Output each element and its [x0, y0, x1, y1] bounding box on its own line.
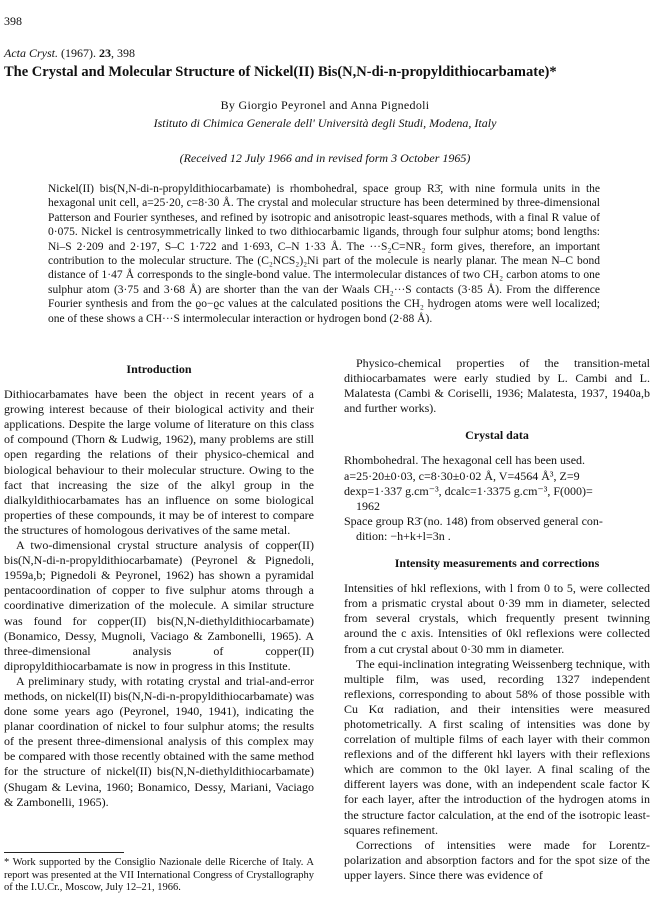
intro-paragraph-2: A two-dimensional crystal structure analysis of copper(II) bis(N,N-di-n-propyldithiocarbamate) (Peyronel & Pignedoli, 1959a,b; Pignedoli & Peyronel, 1962) has shown a pyramidal pentacoordination of copper to five sulphur atoms through a coordinative dimerization of the molecule. A similar structure was found for copper(II) bis(N,N-diethyldithiocarbamate) (Bonamico, Dessy, Mugnoli, Vaciago & Zambonelli, 1965). A three-dimensional analysis of copper(II) dipropyldithiocarbamate is now in progress in this Institute.	[4, 538, 314, 673]
crystal-data-line: Rhombohedral. The hexagonal cell has been used.	[344, 453, 586, 468]
journal-volume: 23	[99, 46, 111, 60]
abstract: Nickel(II) bis(N,N-di-n-propyldithiocarbamate) is rhombohedral, space group R3̄, with nine formula units in the hexagonal unit cell, a=25·20, c=8·30 Å. The crystal and molecular structure has been determined by three-dimensional Patterson and Fourier syntheses, and refined by isotropic and anisotropic least-squares methods, with a final R value of 0·075. Nickel is centrosymmetrically linked to two dithiocarbamic ligands, through four sulphur atoms; bond lengths: Ni–S 2·209 and 2·197, S–C 1·722 and 1·693, C–N 1·33 Å. The ···S₂C=NR₂ form gives, therefore, an important contribution to the molecular structure. The (C₂NCS₂)₂Ni part of the molecule is nearly planar. The mean N–C bond distance of 1·47 Å corresponds to the single-bond value. The intermolecular distances of two CH₂ carbon atoms to one sulphur atom (3·75 and 3·68 Å) are shorter than the van der Waals CH₂···S contacts (3·85 Å). From the difference Fourier synthesis and from the ϱo−ϱc values at the calculated positions the CH₂ hydrogen atoms were well localized; one of these shows a CH···S intermolecular interaction or hydrogen bond (2·88 Å).	[48, 183, 600, 325]
article-title: The Crystal and Molecular Structure of Nickel(II) Bis(N,N-di-n-propyldithiocarbamate)*	[4, 64, 557, 80]
footnote: * Work supported by the Consiglio Nazionale delle Ricerche of Italy. A report was presented at the VII International Congress of Crystallography of the I.U.Cr., Moscow, July 12–21, 1966.	[4, 857, 314, 893]
section-heading-introduction: Introduction	[126, 362, 192, 376]
crystal-data-line: dition: −h+k+l=3n .	[356, 528, 451, 543]
crystal-data-block	[344, 453, 650, 544]
intro-paragraph-1: Dithiocarbamates have been the object in recent years of a growing interest because of their biological activity and their applications. Despite the large volume of literature on this class of compound (Thorn & Ludwig, 1962), many problems are still open regarding the relations of their physico-chemical and biological behaviour to their molecular structure. Owing to the fact that increasing the size of the alkyl group in the dialkyldithiocarbamates has an influence on some biological properties of these compounds, it may be of interest to compare the structures of homologous derivatives of the same metal.	[4, 387, 314, 537]
intensity-paragraph-2: The equi-inclination integrating Weissenberg technique, with multiple film, was used, recording 1327 independent reflexions, corresponding to about 58% of those possible with Cu Kα radiation, and their intensities were measured photometrically. A first scaling of intensities was done by correlation of multiple films of each layer with their common reflexions and of the different hkl layers with their reflexions which are common to the 0kl layer. A final scaling of the different layers was done, with an independent scale factor K for each layer, after the introduction of the hydrogen atoms in the structure factor calculation, at the end of the isotropic least-squares refinement.	[344, 656, 650, 837]
crystal-data-line: a=25·20±0·03, c=8·30±0·02 Å, V=4564 Å³, Z=9	[344, 468, 580, 483]
section-heading-crystal-data: Crystal data	[465, 428, 529, 443]
received-date: (Received 12 July 1966 and in revised form 3 October 1965)	[179, 151, 471, 165]
author-institution: Istituto di Chimica Generale dell' Università degli Studi, Modena, Italy	[153, 116, 497, 130]
footnote-divider	[4, 852, 124, 853]
section-heading-intensity: Intensity measurements and corrections	[394, 556, 600, 571]
journal-citation	[4, 46, 135, 61]
crystal-data-line: Space group R3̄ (no. 148) from observed general con-	[344, 513, 603, 528]
physico-chemical-paragraph: Physico-chemical properties of the transition-metal dithiocarbamates were early studied by L. Cambi and L. Malatesta (Cambi & Coriselli, 1936; Malatesta, 1937, 1940a,b and further works).	[344, 356, 650, 416]
crystal-data-line: dexp=1·337 g.cm⁻³, dcalc=1·3375 g.cm⁻³, F(000)=	[344, 483, 593, 498]
journal-name: Acta Cryst.	[4, 46, 58, 60]
right-column	[344, 356, 650, 883]
left-column	[4, 360, 314, 810]
intro-paragraph-3: A preliminary study, with rotating crystal and trial-and-error methods, on nickel(II) bis(N,N-di-n-propyldithiocarbamate) was done some years ago (Peyronel, 1940, 1941), indicating the planar coordination of nickel to four sulphur atoms; the results of the present three-dimensional analysis of this complex may be compared with those recently obtained with the same method for the structure of nickel(II) bis(N,N-diethyldithiocarbamate) (Shugam & Levina, 1960; Bonamico, Dessy, Mariani, Vaciago & Zambonelli, 1965).	[4, 673, 314, 809]
intensity-paragraph-1: Intensities of hkl reflexions, with l from 0 to 5, were collected from a prismatic crystal about 0·39 mm in diameter, selected from several crystals, which frequently present twinning around the c axis. Intensities of 0kl reflexions were collected from a cut crystal about 0·30 mm in diameter.	[344, 581, 650, 656]
journal-page: , 398	[111, 46, 135, 60]
crystal-data-line: 1962	[356, 498, 380, 513]
intensity-paragraph-3: Corrections of intensities were made for Lorentz-polarization and absorption factors and for the spot size of the upper layers. Since there was evidence of	[344, 837, 650, 882]
page-number: 398	[4, 14, 22, 28]
journal-year: (1967).	[61, 46, 96, 60]
article-authors: By Giorgio Peyronel and Anna Pignedoli	[220, 98, 430, 112]
